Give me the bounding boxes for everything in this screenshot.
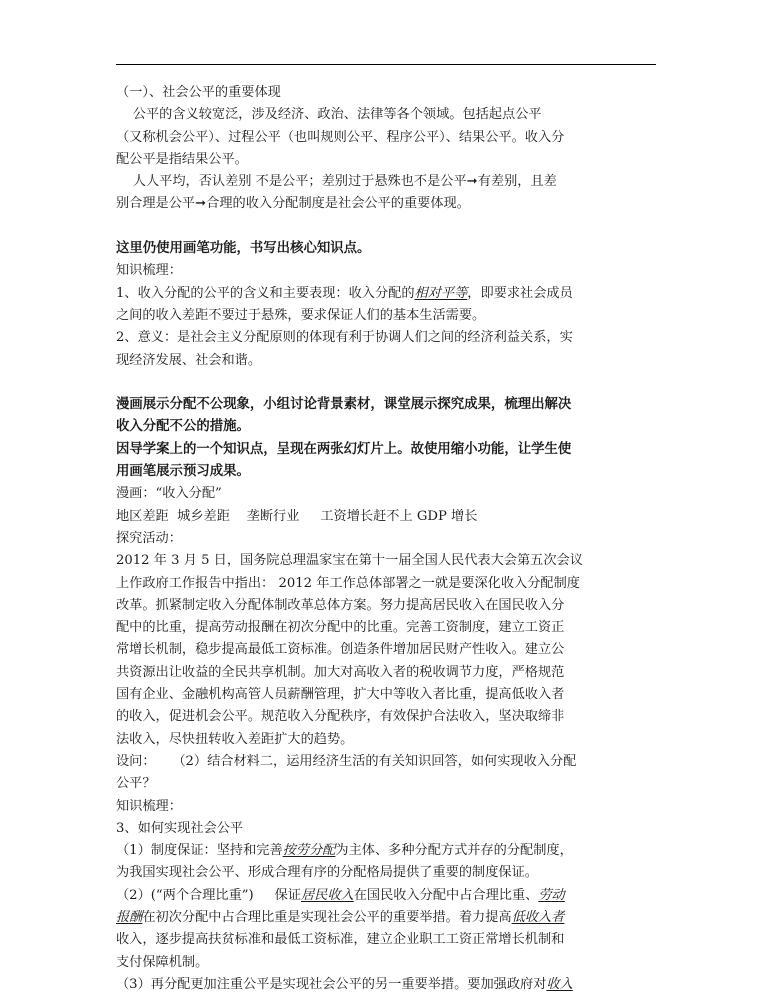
text-segment: （3）再分配更加注重公平是实现社会公平的另一重要举措。要加强政府对 [116,976,547,992]
handwritten-annotation: 居民收入 [301,887,354,903]
text-line: 改革。抓紧制定收入分配体制改革总体方案。努力提高居民收入在国民收入分 [116,597,565,613]
text-line: （又称机会公平）、过程公平（也叫规则公平、程序公平）、结果公平。收入分 [116,129,565,145]
text-segment: （1）制度保证：坚持和完善 [116,843,283,859]
document-body [116,82,656,996]
text-line: 漫画：“收入分配” [116,486,222,502]
text-line: 的收入，促进机会公平。规范收入分配秩序，有效保护合法收入，坚决取缔非 [116,709,565,725]
text-line: 为我国实现社会公平、形成合理有序的分配格局提供了重要的制度保证。 [116,865,538,881]
text-line: 别合理是公平➞合理的收入分配制度是社会公平的重要体现。 [116,196,470,212]
header-rule [116,64,656,65]
text-line: （一）、社会公平的重要体现 [116,85,281,100]
text-line: 知识梳理： [116,798,182,814]
text-line: 3、如何实现社会公平 [116,820,244,836]
text-line: 收入，逐步提高扶贫标准和最低工资标准，建立企业职工工资正常增长机制和 [116,932,565,948]
text-line [116,283,656,305]
text-line: 配中的比重，提高劳动报酬在初次分配中的比重。完善工资制度，建立工资正 [116,620,565,636]
text-line: 支付保障机制。 [116,954,209,970]
text-line: 上作政府工作报告中指出： 2012 年工作总体部署之一就是要深化收入分配制度 [116,575,580,591]
text-segment: 在国民收入分配中占合理比重、 [353,887,539,903]
text-line [116,840,656,862]
text-segment: ，即要求社会成员 [467,285,573,301]
text-line [116,907,656,929]
text-segment: 为主体、多种分配方式并存的分配制度， [335,843,573,859]
text-line: 国有企业、金融机构高管人员薪酬管理，扩大中等收入者比重，提高低收入者 [116,687,565,703]
blank-line [116,216,656,238]
handwritten-annotation: 劳动 [538,887,565,903]
handwritten-annotation: 低收入者 [511,909,565,925]
text-line [116,974,656,996]
text-segment: 1、收入分配的公平的含义和主要表现：收入分配的 [116,285,415,301]
text-line: 地区差距 城乡差距 垄断行业 工资增长赶不上 GDP 增长 [116,508,478,524]
handwritten-annotation: 报酬 [116,909,143,925]
blank-line [116,372,656,394]
handwritten-annotation: 收入 [546,976,573,992]
text-line: 公平？ [116,776,156,792]
text-line: 公平的含义较宽泛，涉及经济、政治、法律等各个领域。包括起点公平 [116,107,542,123]
text-line: 探究活动： [116,530,182,546]
text-line: 共资源出让收益的全民共享机制。加大对高收入者的税收调节力度，严格规范 [116,664,565,680]
text-segment: （2）(“两个合理比重”) 保证 [116,887,301,903]
text-line: 这里仍使用画笔功能，书写出核心知识点。 [116,241,371,257]
text-line: 现经济发展、社会和谐。 [116,352,262,368]
text-line: 知识梳理： [116,263,182,279]
text-line: 用画笔展示预习成果。 [116,464,250,480]
text-line: 配公平是指结果公平。 [116,151,248,167]
text-line: 2012 年 3 月 5 日，国务院总理温家宝在第十一届全国人民代表大会第五次会议 [116,553,583,569]
text-line: 常增长机制，稳步提高最低工资标准。创造条件增加居民财产性收入。建立公 [116,642,565,658]
text-line [116,885,656,907]
text-line: 2、意义：是社会主义分配原则的体现有利于协调人们之间的经济利益关系，实 [116,330,573,346]
handwritten-annotation: 按劳分配 [282,843,336,859]
text-line: 收入分配不公的措施。 [116,419,250,435]
text-line: 设问： （2）结合材料二，运用经济生活的有关知识回答，如何实现收入分配 [116,753,577,769]
handwritten-annotation: 相对平等 [414,285,468,301]
text-line: 之间的收入差距不要过于悬殊，要求保证人们的基本生活需要。 [116,307,486,323]
text-line: 因导学案上的一个知识点，呈现在两张幻灯片上。故使用缩小功能，让学生使 [116,441,572,457]
text-line: 法收入，尽快扭转收入差距扩大的趋势。 [116,731,354,747]
text-line: 漫画展示分配不公现象，小组讨论背景素材，课堂展示探究成果，梳理出解决 [116,397,572,413]
text-segment: 在初次分配中占合理比重是实现社会公平的重要举措。着力提高 [142,909,512,925]
text-line: 人人平均，否认差别 不是公平；差别过于悬殊也不是公平➞有差别，且差 [116,174,557,190]
